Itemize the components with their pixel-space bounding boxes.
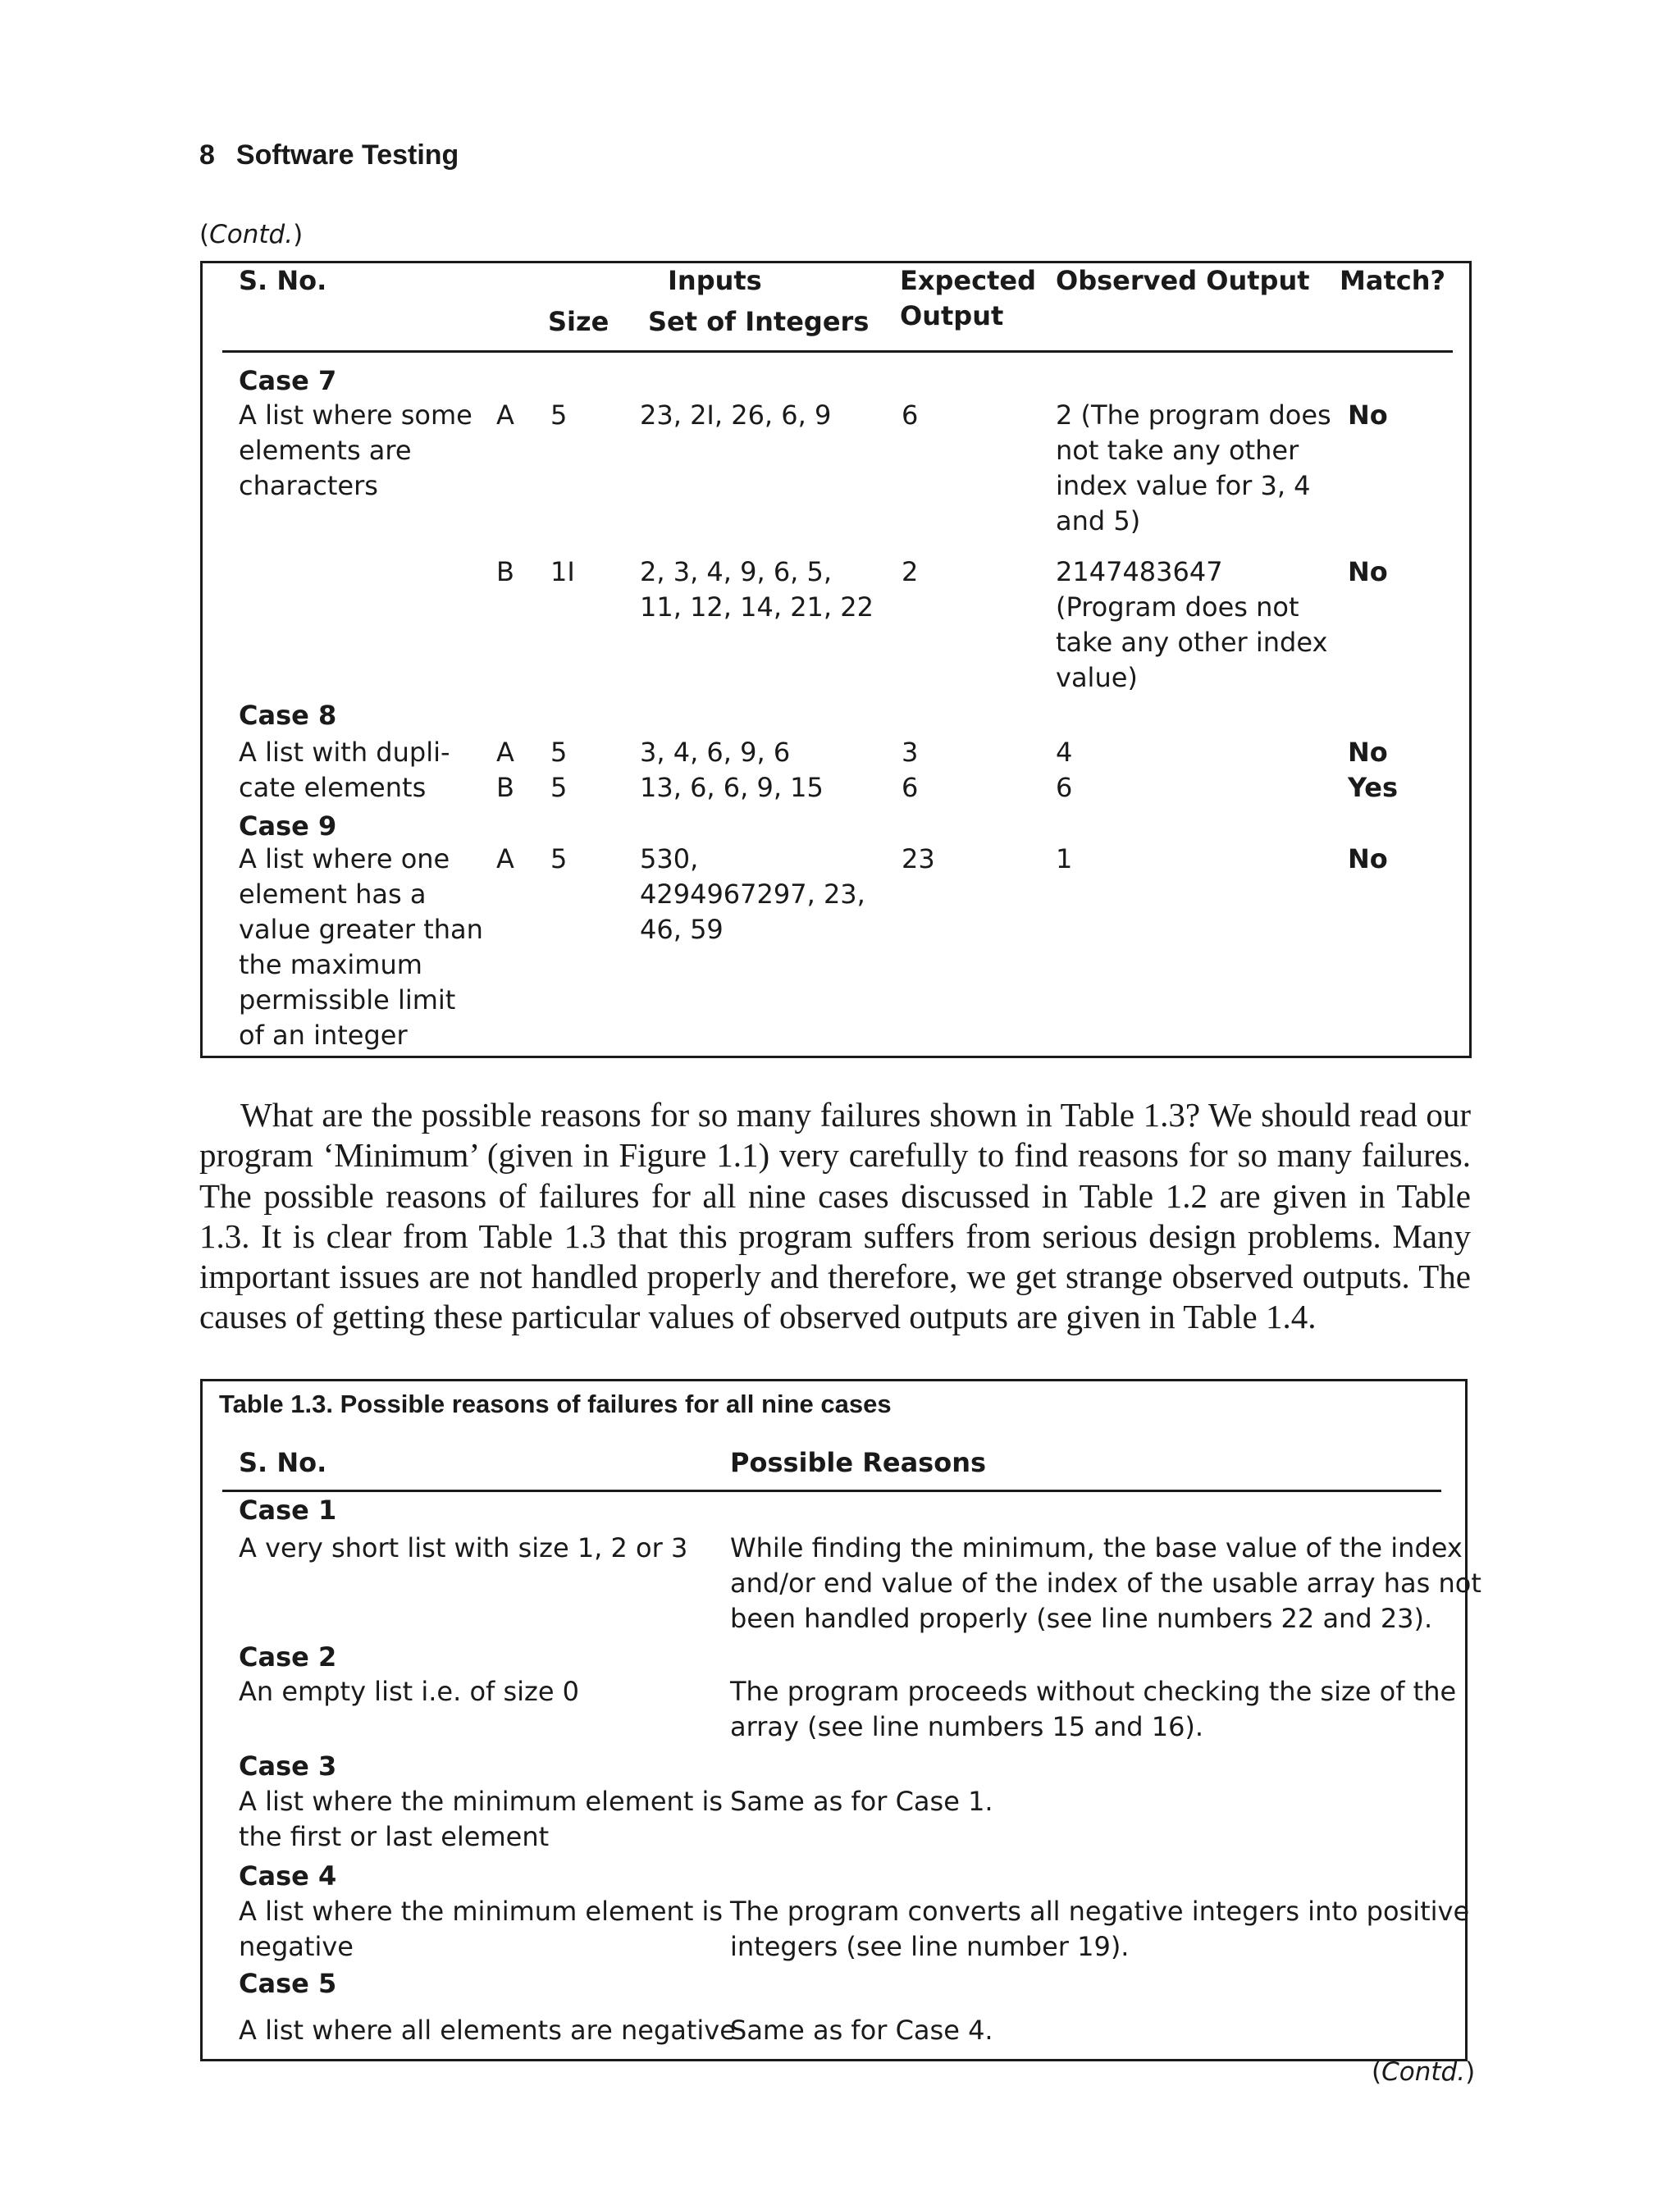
case-1-reason-line: and/or end value of the index of the usable array has not: [730, 1568, 1481, 1599]
book-title: Software Testing: [235, 139, 459, 171]
case-7b-observed-line: value): [1056, 662, 1138, 693]
case-7a-observed-line: and 5): [1056, 505, 1141, 536]
case-7b-set-line: 2, 3, 4, 9, 6, 5,: [640, 556, 833, 587]
case-7a-expected: 6: [902, 399, 919, 431]
case-4-reason-line: The program converts all negative integers into positive: [730, 1896, 1470, 1927]
case-7a-observed-line: not take any other: [1056, 435, 1299, 466]
case-9a-observed: 1: [1056, 843, 1073, 874]
case-3-desc-line: the first or last element: [239, 1821, 550, 1852]
case-8-desc-line: A list with dupli-: [239, 737, 450, 768]
table-1-3: [200, 1379, 1481, 2061]
case-3-title: Case 3: [239, 1750, 337, 1782]
case-4-desc-line: negative: [239, 1931, 354, 1962]
case-7b-size: 1I: [550, 556, 575, 587]
case-7a-label: A: [496, 399, 514, 431]
case-8-desc-line: cate elements: [239, 772, 427, 803]
table-caption: [219, 1386, 892, 1422]
case-9a-set-line: 4294967297, 23,: [640, 879, 865, 910]
case-9-desc-line: element has a: [239, 879, 427, 910]
case-1-title: Case 1: [239, 1495, 337, 1526]
case-3-desc-line: A list where the minimum element is: [239, 1786, 724, 1817]
case-7b-observed-line: take any other index: [1056, 627, 1328, 658]
page-number: 8: [199, 139, 215, 171]
case-8b-set: 13, 6, 6, 9, 15: [640, 772, 824, 803]
header-size: Size: [548, 306, 609, 337]
case-9-title: Case 9: [239, 810, 337, 842]
case-7b-match: No: [1348, 556, 1388, 587]
case-3-reason: Same as for Case 1.: [730, 1786, 993, 1817]
running-head: [199, 139, 459, 171]
case-9a-expected: 23: [902, 843, 935, 874]
case-4-reason-line: integers (see line number 19).: [730, 1931, 1130, 1962]
case-9-desc-line: A list where one: [239, 843, 450, 874]
header-sno: S. No.: [239, 1447, 327, 1478]
case-7a-size: 5: [550, 399, 568, 431]
case-8a-observed: 4: [1056, 737, 1073, 768]
case-7b-set-line: 11, 12, 14, 21, 22: [640, 591, 874, 623]
header-match: Match?: [1340, 265, 1446, 296]
case-8b-expected: 6: [902, 772, 919, 803]
caption-text: Possible reasons of failures for all nine cases: [340, 1390, 892, 1418]
case-7-desc-line: A list where some: [239, 399, 472, 431]
case-7a-set: 23, 2I, 26, 6, 9: [640, 399, 832, 431]
case-2-reason-line: The program proceeds without checking the size of the: [730, 1676, 1457, 1707]
header-set-of-integers: Set of Integers: [648, 306, 870, 337]
contd-text: Contd.: [209, 220, 294, 249]
header-possible-reasons: Possible Reasons: [730, 1447, 987, 1478]
case-7-desc-line: elements are: [239, 435, 412, 466]
case-2-title: Case 2: [239, 1641, 337, 1673]
case-2-desc: An empty list i.e. of size 0: [239, 1676, 580, 1707]
case-1-reason-line: While finding the minimum, the base value of the index: [730, 1532, 1463, 1563]
case-9a-set-line: 46, 59: [640, 914, 724, 945]
case-8-title: Case 8: [239, 700, 337, 731]
header-observed-output: Observed Output: [1056, 265, 1310, 296]
caption-label: Table 1.3.: [219, 1390, 333, 1418]
case-7-desc-line: characters: [239, 470, 378, 501]
case-7-title: Case 7: [239, 365, 337, 396]
case-9-desc-line: value greater than: [239, 914, 483, 945]
case-9a-label: A: [496, 843, 514, 874]
case-5-desc: A list where all elements are negative: [239, 2015, 736, 2046]
paragraph-text: What are the possible reasons for so many failures shown in Table 1.3? We should read our program ‘Minimum’ (given in Figure 1.1) very carefully to find reasons for so many failures. The possible reasons of failures for all nine cases discussed in Table 1.2 are given in Table 1.3. It is clear from Table 1.3 that this program suffers from serious design problems. Many important issues are not handled properly and therefore, we get strange observed outputs. The causes of getting these particular values of observed outputs are given in Table 1.4.: [199, 1096, 1471, 1336]
case-7a-observed-line: index value for 3, 4: [1056, 470, 1311, 501]
contd-label-bottom: (Contd.): [1372, 2057, 1476, 2087]
header-inputs: Inputs: [668, 265, 762, 296]
case-9-desc-line: the maximum: [239, 949, 422, 980]
case-5-reason: Same as for Case 4.: [730, 2015, 993, 2046]
case-4-desc-line: A list where the minimum element is: [239, 1896, 724, 1927]
header-rule: [222, 1490, 1441, 1492]
case-2-reason-line: array (see line numbers 15 and 16).: [730, 1711, 1204, 1742]
continued-results-table: [200, 261, 1472, 1058]
case-8b-label: B: [496, 772, 514, 803]
case-8b-size: 5: [550, 772, 568, 803]
case-8a-label: A: [496, 737, 514, 768]
case-9a-set-line: 530,: [640, 843, 699, 874]
header-expected: Expected: [900, 265, 1036, 296]
contd-label-top: (Contd.): [199, 220, 304, 249]
header-rule: [222, 350, 1453, 353]
case-8a-size: 5: [550, 737, 568, 768]
case-8b-observed: 6: [1056, 772, 1073, 803]
case-8a-expected: 3: [902, 737, 919, 768]
case-4-title: Case 4: [239, 1860, 337, 1892]
case-7a-observed-line: 2 (The program does: [1056, 399, 1331, 431]
case-1-reason-line: been handled properly (see line numbers 22 and 23).: [730, 1603, 1433, 1634]
case-5-title: Case 5: [239, 1968, 337, 1999]
case-7b-observed-line: 2147483647: [1056, 556, 1223, 587]
header-output: Output: [900, 300, 1004, 331]
case-7b-label: B: [496, 556, 514, 587]
case-9-desc-line: of an integer: [239, 1020, 408, 1051]
case-7a-match: No: [1348, 399, 1388, 431]
case-8b-match: Yes: [1348, 772, 1398, 803]
case-7b-expected: 2: [902, 556, 919, 587]
case-7b-observed-line: (Program does not: [1056, 591, 1299, 623]
contd-text: Contd.: [1381, 2057, 1466, 2087]
case-9a-size: 5: [550, 843, 568, 874]
case-8a-match: No: [1348, 737, 1388, 768]
case-1-desc: A very short list with size 1, 2 or 3: [239, 1532, 688, 1563]
case-9-desc-line: permissible limit: [239, 984, 456, 1016]
header-sno: S. No.: [239, 265, 327, 296]
case-9a-match: No: [1348, 843, 1388, 874]
body-paragraph: [199, 1095, 1471, 1338]
case-8a-set: 3, 4, 6, 9, 6: [640, 737, 791, 768]
